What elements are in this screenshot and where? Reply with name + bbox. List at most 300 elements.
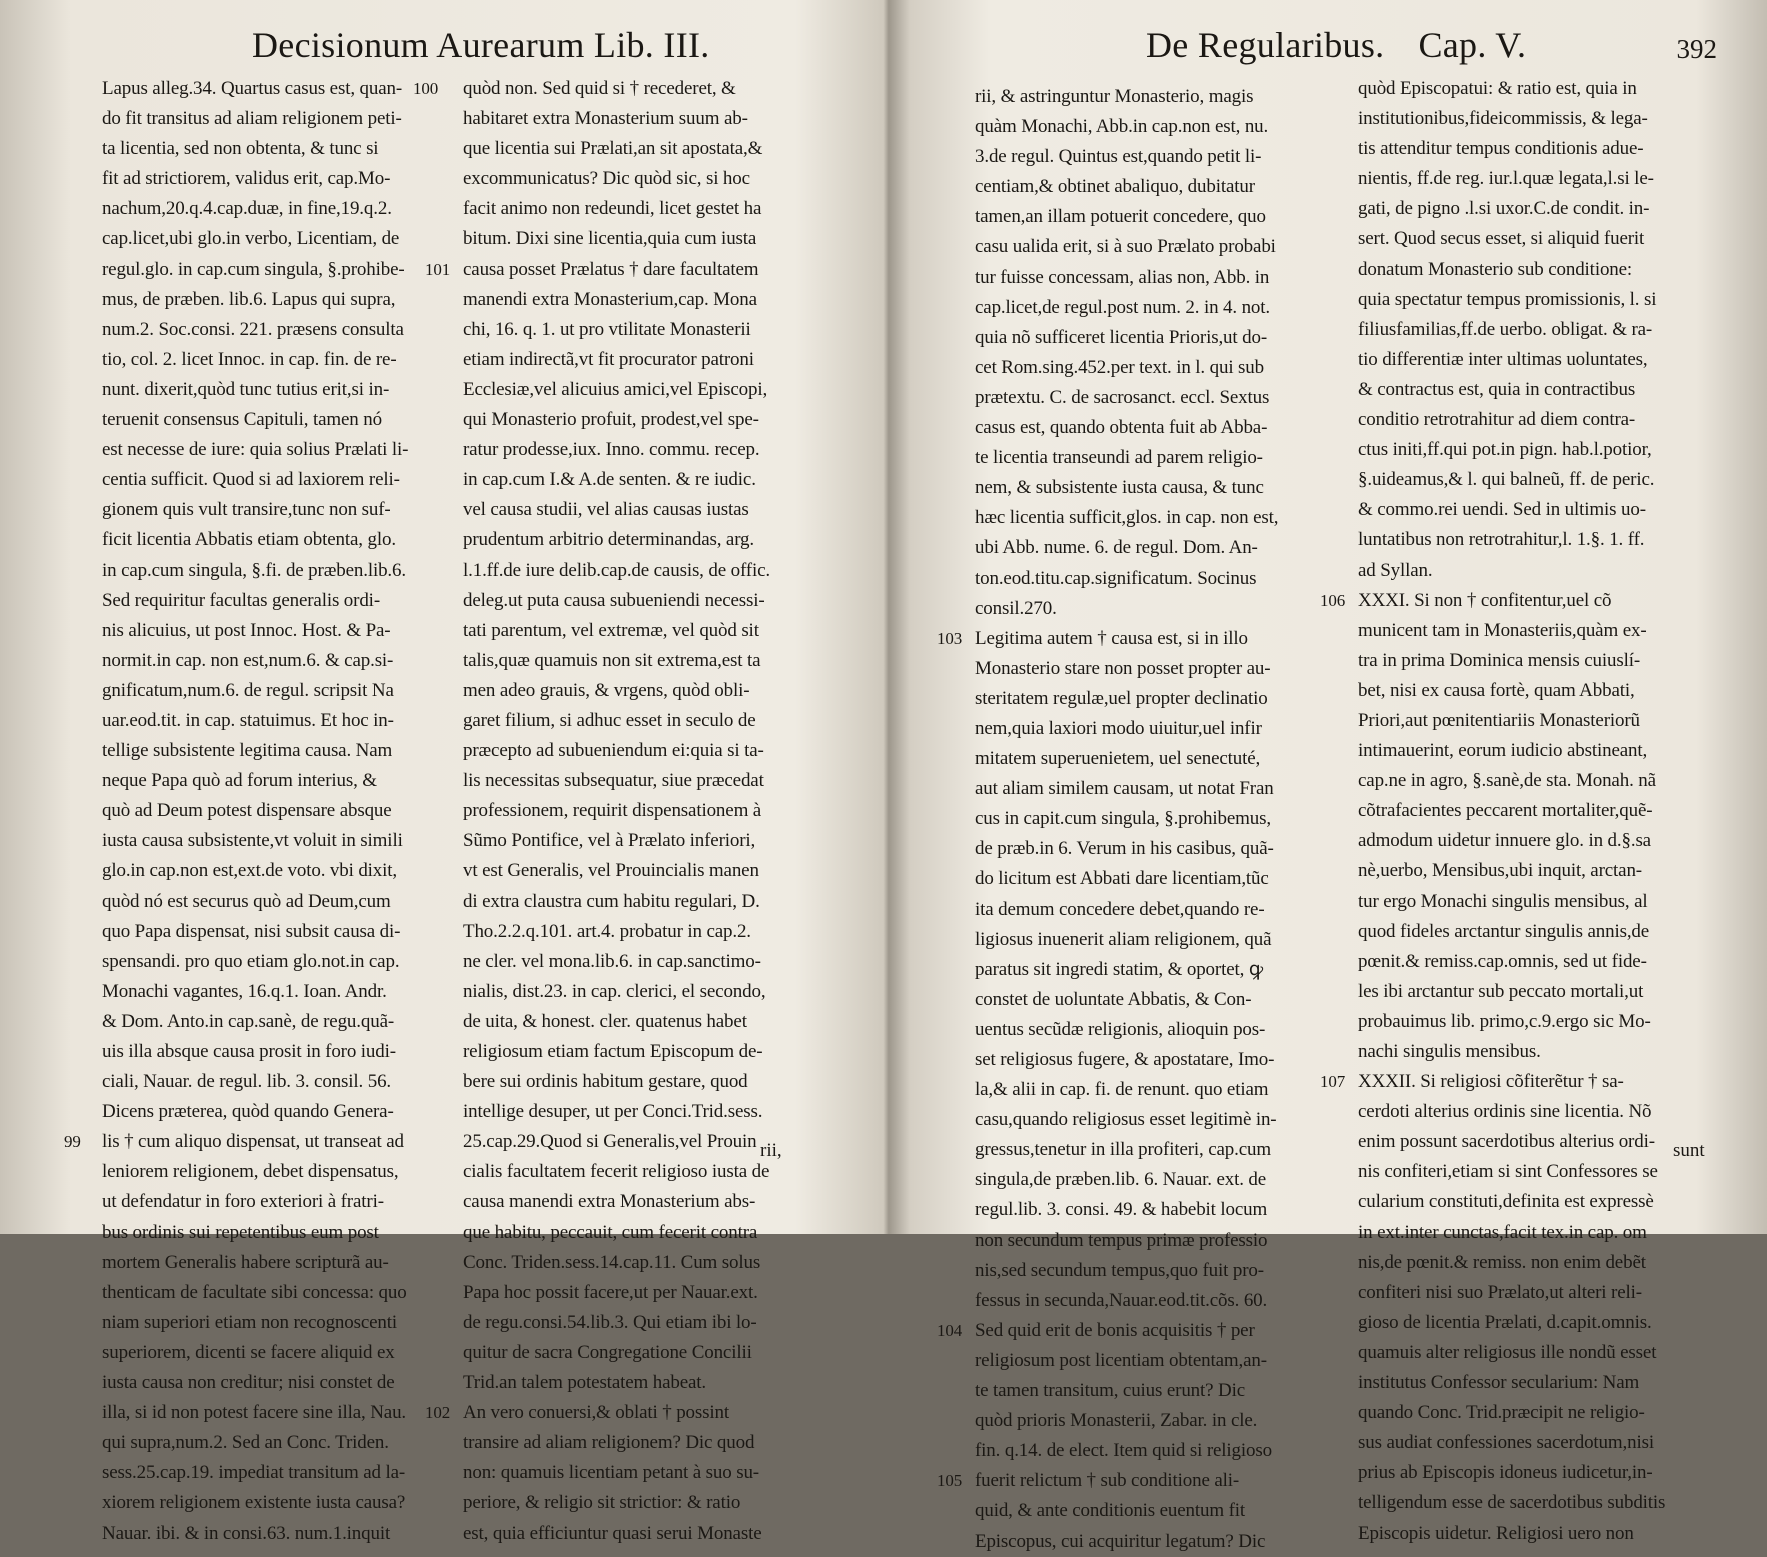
- line-text: admodum uidetur innuere glo. in d.§.sa: [1358, 830, 1651, 852]
- line-text: qui supra,num.2. Sed an Conc. Triden.: [102, 1432, 389, 1454]
- text-line: [102, 285, 460, 315]
- line-text: prudentum arbitrio determinandas, arg.: [463, 529, 754, 551]
- line-text: quia nõ sufficeret licentia Prioris,ut do-: [975, 326, 1267, 348]
- text-line: [463, 766, 825, 796]
- line-text: mus, de præben. lib.6. Lapus qui supra,: [102, 288, 396, 310]
- text-line: [937, 1466, 1363, 1496]
- text-line: [975, 955, 1363, 985]
- line-text: præcepto ad subueniendum ei:quia si ta-: [463, 740, 764, 762]
- line-text: di extra claustra cum habitu regulari, D.: [463, 890, 760, 912]
- text-line: [102, 375, 460, 405]
- line-text: est necesse de iure: quia solius Prælati li-: [102, 439, 409, 461]
- text-line: [1358, 345, 1722, 375]
- text-line: [1358, 104, 1722, 134]
- right-running-head-title: De Regularibus.: [1146, 25, 1385, 65]
- text-line: [1358, 1127, 1722, 1157]
- line-text: in cap.cum I.& A.de senten. & re iudic.: [463, 469, 756, 491]
- line-text: Sed quid erit de bonis acquisitis † per: [975, 1319, 1255, 1341]
- text-line: [1358, 736, 1722, 766]
- line-text: intimauerint, eorum iudicio abstineant,: [1358, 740, 1648, 762]
- text-line: [64, 1127, 460, 1157]
- right-catchword: sunt: [1673, 1140, 1705, 1161]
- line-text: spensandi. pro quo etiam glo.not.in cap.: [102, 950, 400, 972]
- line-text: quid, & ante conditionis euentum fit: [975, 1500, 1246, 1522]
- text-line: [102, 887, 460, 917]
- line-text: fit ad strictiorem, validus erit, cap.Mo-: [102, 168, 391, 190]
- text-line: [102, 706, 460, 736]
- text-line: [463, 1248, 825, 1278]
- line-text: centiam,& obtinet abaliquo, dubitatur: [975, 176, 1255, 198]
- line-text: excommunicatus? Dic quòd sic, si hoc: [463, 168, 750, 190]
- text-line: [1358, 1398, 1722, 1428]
- line-text: singula,de præben.lib. 6. Nauar. ext. de: [975, 1169, 1267, 1191]
- line-text: normit.in cap. non est,num.6. & cap.si-: [102, 649, 394, 671]
- marginal-number: 100: [413, 79, 439, 98]
- text-line: [1358, 676, 1722, 706]
- text-line: [1358, 887, 1722, 917]
- text-line: [463, 676, 825, 706]
- text-line: [463, 1519, 825, 1549]
- line-text: causa manendi extra Monasterium abs-: [463, 1191, 756, 1213]
- left-column-1: [64, 74, 460, 1549]
- text-line: [102, 1368, 460, 1398]
- line-text: sus audiat confessiones sacerdotum,nisi: [1358, 1432, 1654, 1454]
- line-text: que licentia sui Prælati,an sit apostata,&: [463, 138, 763, 160]
- text-line: [463, 224, 825, 254]
- left-column-2: [413, 74, 825, 1549]
- line-text: cap.ne in agro, §.sanè,de sta. Monah. nã: [1358, 770, 1656, 792]
- line-text: professionem, requirit dispensationem à: [463, 800, 762, 822]
- line-text: quòd prioris Monasterii, Zabar. in cle.: [975, 1410, 1258, 1432]
- text-line: [975, 383, 1363, 413]
- text-line: [1358, 74, 1722, 104]
- line-text: mitatem superuenietem, uel senectuté,: [975, 748, 1261, 770]
- text-line: [463, 736, 825, 766]
- marginal-number: 106: [1320, 590, 1346, 610]
- text-line: [975, 1527, 1363, 1557]
- line-text: de regu.consi.54.lib.3. Qui etiam ibi lo-: [463, 1311, 757, 1333]
- text-line: [463, 977, 825, 1007]
- text-line: [102, 1187, 460, 1217]
- text-line: [1358, 1278, 1722, 1308]
- text-line: [102, 1218, 460, 1248]
- line-text: conditio retrotrahitur ad diem contra-: [1358, 409, 1636, 431]
- text-line: [975, 684, 1363, 714]
- line-text: Monasterio stare non posset propter au-: [975, 657, 1271, 679]
- line-text: uis illa absque causa prosit in foro iudi-: [102, 1041, 396, 1062]
- text-line: [463, 495, 825, 525]
- line-text: do fit transitus ad aliam religionem peti-: [102, 108, 402, 130]
- line-text: probauimus lib. primo,c.9.ergo sic Mo-: [1358, 1010, 1651, 1032]
- text-line: [975, 533, 1363, 563]
- line-text: neque Papa quò ad forum interius, &: [102, 770, 377, 792]
- text-line: [102, 1488, 460, 1518]
- line-text: talis,quæ quamuis non sit extrema,est ta: [463, 649, 761, 671]
- line-text: teruenit consensus Capituli, tamen nó: [102, 409, 382, 431]
- marginal-number: 105: [937, 1471, 963, 1491]
- text-line: [975, 293, 1363, 323]
- text-line: [975, 82, 1363, 112]
- text-line: [102, 315, 460, 345]
- line-text: telligendum esse de sacerdotibus subditis: [1358, 1492, 1666, 1514]
- text-line: [463, 104, 825, 134]
- text-line: [1358, 224, 1722, 254]
- line-text: gati, de pigno .l.si uxor.C.de condit. in-: [1358, 198, 1650, 220]
- line-text: garet filium, si adhuc esset in seculo de: [463, 709, 756, 731]
- line-text: Nauar. ibi. & in consi.63. num.1.inquit: [102, 1522, 391, 1544]
- line-text: in cap.cum singula, §.fi. de præben.lib.6.: [102, 559, 406, 581]
- line-text: ubi Abb. nume. 6. de regul. Dom. An-: [975, 537, 1258, 559]
- line-text: constet de uoluntate Abbatis, & Con-: [975, 988, 1252, 1010]
- line-text: hæc licentia sufficit,glos. in cap. non est,: [975, 507, 1279, 529]
- line-text: §.uideamus,& l. qui balneũ, ff. de peric.: [1358, 469, 1655, 491]
- right-column-1: [937, 82, 1363, 1557]
- line-text: Conc. Triden.sess.14.cap.11. Cum solus: [463, 1251, 761, 1273]
- line-text: nem, & subsistente iusta causa, & tunc: [975, 477, 1264, 499]
- text-line: [1358, 194, 1722, 224]
- line-text: cap.licet,ubi glo.in verbo, Licentiam, de: [102, 228, 400, 250]
- line-text: tati parentum, vel extremæ, vel quòd sit: [463, 619, 759, 641]
- text-line: [102, 1278, 460, 1308]
- marginal-number: 99: [64, 1132, 81, 1152]
- right-page: [893, 0, 1767, 1552]
- line-text: quod fideles arctantur singulis annis,de: [1358, 920, 1650, 942]
- line-text: les ibi arctantur sub peccato mortali,ut: [1358, 980, 1644, 1002]
- marginal-number: 104: [937, 1320, 963, 1340]
- line-text: XXXII. Si religiosi cõfiterẽtur † sa-: [1358, 1071, 1624, 1093]
- text-line: [1358, 134, 1722, 164]
- text-line: [463, 556, 825, 586]
- line-text: illa, si id non potest facere sine illa, Nau.: [102, 1402, 407, 1424]
- text-line: [1358, 1248, 1722, 1278]
- line-text: paratus sit ingredi statim, & oportet, ꝙ: [975, 958, 1263, 980]
- text-line: [102, 164, 460, 194]
- line-text: Episcopus, cui acquiritur legatum? Dic: [975, 1530, 1266, 1552]
- line-text: iusta causa subsistente,vt voluit in simili: [102, 830, 403, 852]
- text-line: [1358, 646, 1722, 676]
- text-line: [102, 525, 460, 555]
- text-line: [975, 1346, 1363, 1376]
- line-text: men adeo grauis, & vrgens, quòd obli-: [463, 679, 750, 701]
- line-text: & contractus est, quia in contractibus: [1358, 378, 1636, 400]
- text-line: [1358, 1007, 1722, 1037]
- line-text: de uita, & honest. cler. quatenus habet: [463, 1010, 747, 1032]
- line-text: religiosum etiam factum Episcopum de-: [463, 1041, 763, 1062]
- line-text: Legitima autem † causa est, si in illo: [975, 627, 1248, 649]
- text-line: [463, 1458, 825, 1488]
- text-line: [463, 465, 825, 495]
- text-line: [1358, 495, 1722, 525]
- line-text: fessus in secunda,Nauar.eod.tit.cõs. 60.: [975, 1289, 1268, 1311]
- line-text: la,& alii in cap. fi. de renunt. quo etiam: [975, 1079, 1269, 1101]
- line-text: bitum. Dixi sine licentia,quia cum iusta: [463, 228, 757, 250]
- text-line: [463, 525, 825, 555]
- text-line: [102, 977, 460, 1007]
- text-line: [975, 172, 1363, 202]
- text-line: [975, 1376, 1363, 1406]
- line-text: enim possunt sacerdotibus alterius ordi-: [1358, 1131, 1655, 1153]
- text-line: [975, 353, 1363, 383]
- right-running-head-chapter: Cap. V.: [1418, 25, 1527, 65]
- line-text: est, quia efficiuntur quasi serui Monaste: [463, 1522, 762, 1544]
- line-text: lis † cum aliquo dispensat, ut transeat ad: [102, 1131, 404, 1153]
- line-text: nè,uerbo, Mensibus,ubi inquit, arctan-: [1358, 860, 1642, 882]
- line-text: filiusfamilias,ff.de uerbo. obligat. & ra-: [1358, 318, 1653, 340]
- line-text: XXXI. Si non † confitentur,uel cõ: [1358, 589, 1612, 611]
- text-line: [102, 856, 460, 886]
- line-text: rii, & astringuntur Monasterio, magis: [975, 86, 1254, 107]
- line-text: non secundum tempus primæ professio: [975, 1229, 1268, 1251]
- line-text: Ecclesiæ,vel alicuius amici,vel Episcopi,: [463, 378, 768, 400]
- text-line: [1358, 1157, 1722, 1187]
- text-line: [463, 1338, 825, 1368]
- text-line: [102, 1519, 460, 1549]
- text-line: [1358, 465, 1722, 495]
- text-line: [1358, 164, 1722, 194]
- line-text: chi, 16. q. 1. ut pro vtilitate Monasterii: [463, 318, 751, 340]
- line-text: cet Rom.sing.452.per text. in l. qui sub: [975, 356, 1265, 378]
- text-line: [463, 887, 825, 917]
- text-line: [463, 796, 825, 826]
- line-text: ciali, Nauar. de regul. lib. 3. consil. 56.: [102, 1071, 392, 1093]
- text-line: [1358, 1338, 1722, 1368]
- text-line: [1358, 1428, 1722, 1458]
- line-text: tellige subsistente legitima causa. Nam: [102, 740, 393, 762]
- text-line: [463, 1187, 825, 1217]
- text-line: [975, 1075, 1363, 1105]
- text-line: [1358, 856, 1722, 886]
- line-text: transire ad aliam religionem? Dic quod: [463, 1432, 755, 1454]
- line-text: gnificatum,num.6. de regul. scripsit Na: [102, 679, 394, 701]
- line-text: nem,quia laxiori modo uiuitur,uel infir: [975, 717, 1262, 739]
- text-line: [413, 74, 825, 104]
- marginal-number: 101: [425, 259, 451, 279]
- text-line: [1358, 917, 1722, 947]
- text-line: [1320, 1067, 1722, 1097]
- text-line: [975, 1406, 1363, 1436]
- text-line: [1358, 977, 1722, 1007]
- text-line: [1358, 1097, 1722, 1127]
- text-line: [975, 503, 1363, 533]
- text-line: [463, 917, 825, 947]
- line-text: glo.in cap.non est,ext.de voto. vbi dixit,: [102, 860, 398, 882]
- text-line: [975, 804, 1363, 834]
- line-text: bus ordinis sui repetentibus eum post: [102, 1221, 379, 1243]
- line-text: institutus Confessor secularium: Nam: [1358, 1372, 1640, 1394]
- text-line: [102, 1097, 460, 1127]
- line-text: uentus secũdæ religionis, alioquin pos-: [975, 1018, 1266, 1040]
- line-text: quòd Episcopatui: & ratio est, quia in: [1358, 78, 1637, 99]
- line-text: gressus,tenetur in illa profiteri, cap.cum: [975, 1139, 1272, 1161]
- line-text: etiam indirectã,vt fit procurator patroni: [463, 348, 754, 370]
- line-text: bet, nisi ex causa fortè, quam Abbati,: [1358, 679, 1635, 701]
- line-text: Tho.2.2.q.101. art.4. probatur in cap.2.: [463, 920, 751, 942]
- line-text: ratur prodesse,iux. Inno. commu. recep.: [463, 439, 760, 461]
- line-text: nis,sed secundum tempus,quo fuit pro-: [975, 1259, 1264, 1281]
- line-text: fin. q.14. de elect. Item quid si religioso: [975, 1440, 1272, 1462]
- text-line: [1358, 706, 1722, 736]
- line-text: & Dom. Anto.in cap.sanè, de regu.quã-: [102, 1010, 395, 1032]
- line-text: nachi singulis mensibus.: [1358, 1041, 1541, 1062]
- line-text: que habitu, peccauit, cum fecerit contra: [463, 1221, 758, 1243]
- line-text: ctus initi,ff.qui pot.in pign. hab.l.potior,: [1358, 439, 1652, 461]
- page-number: 392: [1676, 34, 1717, 64]
- line-text: Papa hoc possit facere,ut per Nauar.ext.: [463, 1281, 758, 1303]
- line-text: & commo.rei uendi. Sed in ultimis uo-: [1358, 499, 1646, 521]
- text-line: [975, 834, 1363, 864]
- text-line: [102, 224, 460, 254]
- line-text: ta licentia, sed non obtenta, & tunc si: [102, 138, 379, 160]
- text-line: [102, 405, 460, 435]
- text-line: [102, 134, 460, 164]
- text-line: [102, 796, 460, 826]
- text-line: [463, 1278, 825, 1308]
- line-text: in ext.inter cunctas,facit tex.in cap. om: [1358, 1221, 1647, 1243]
- text-line: [1358, 315, 1722, 345]
- line-text: 3.de regul. Quintus est,quando petit li-: [975, 146, 1262, 168]
- line-text: regul.glo. in cap.cum singula, §.prohibe-: [102, 258, 405, 280]
- text-line: [975, 1256, 1363, 1286]
- line-text: institutionibus,fideicommissis, & lega-: [1358, 108, 1648, 130]
- text-line: [1358, 1187, 1722, 1217]
- line-text: te licentia transeundi ad parem religio-: [975, 447, 1263, 469]
- line-text: quando Conc. Trid.præcipit ne religio-: [1358, 1402, 1645, 1424]
- line-text: nis confiteri,etiam si sint Confessores se: [1358, 1161, 1658, 1183]
- line-text: iusta causa non creditur; nisi constet de: [102, 1372, 395, 1394]
- line-text: deleg.ut puta causa subueniendi necessi-: [463, 589, 765, 611]
- line-text: prætextu. C. de sacrosanct. eccl. Sextus: [975, 386, 1270, 408]
- text-line: [102, 104, 460, 134]
- line-text: Monachi vagantes, 16.q.1. Ioan. Andr.: [102, 980, 387, 1002]
- line-text: cularium constituti,definita est expressè: [1358, 1191, 1654, 1213]
- line-text: tur ergo Monachi singulis mensibus, al: [1358, 890, 1648, 912]
- line-text: aut aliam similem causam, ut notat Fran: [975, 778, 1274, 800]
- text-line: [975, 564, 1363, 594]
- text-line: [102, 1248, 460, 1278]
- line-text: nunt. dixerit,quòd tunc tutius erit,si in-: [102, 378, 390, 400]
- line-text: de præb.in 6. Verum in his casibus, quã-: [975, 838, 1274, 860]
- line-text: uar.eod.tit. in cap. statuimus. Et hoc in-: [102, 709, 394, 731]
- line-text: cus in capit.cum singula, §.prohibemus,: [975, 808, 1271, 830]
- text-line: [102, 465, 460, 495]
- line-text: vel causa studii, vel alias causas iustas: [463, 499, 749, 521]
- line-text: facit animo non redeundi, licet gestet ha: [463, 198, 762, 220]
- marginal-number: 107: [1320, 1072, 1346, 1092]
- text-line: [463, 1428, 825, 1458]
- line-text: tio differentiæ inter ultimas uoluntates,: [1358, 348, 1648, 370]
- text-line: [463, 315, 825, 345]
- right-column-2: [1320, 74, 1722, 1549]
- text-line: [102, 1338, 460, 1368]
- text-line: [102, 736, 460, 766]
- text-line: [1358, 1488, 1722, 1518]
- text-line: [102, 586, 460, 616]
- line-text: vt est Generalis, vel Prouincialis manen: [463, 860, 759, 882]
- line-text: centia sufficit. Quod si ad laxiorem reli-: [102, 469, 400, 491]
- line-text: quia spectatur tempus promissionis, l. si: [1358, 288, 1657, 310]
- line-text: An vero conuersi,& oblati † possint: [463, 1402, 729, 1424]
- text-line: [463, 1308, 825, 1338]
- line-text: municent tam in Monasteriis,quàm ex-: [1358, 619, 1647, 641]
- text-line: [975, 443, 1363, 473]
- text-line: [102, 1157, 460, 1187]
- text-line: [975, 202, 1363, 232]
- text-line: [975, 142, 1363, 172]
- text-line: [975, 1165, 1363, 1195]
- left-running-head: Decisionum Aurearum Lib. III.: [252, 25, 710, 65]
- line-text: cap.licet,de regul.post num. 2. in 4. not.: [975, 296, 1271, 318]
- line-text: qui Monasterio profuit, prodest,vel spe-: [463, 409, 759, 431]
- text-line: [463, 405, 825, 435]
- text-line: [102, 676, 460, 706]
- text-line: [102, 1037, 460, 1067]
- line-text: ut defendatur in foro exteriori à fratri-: [102, 1191, 384, 1213]
- line-text: ne cler. vel mona.lib.6. in cap.sanctimo-: [463, 950, 761, 972]
- text-line: [102, 435, 460, 465]
- text-line: [1358, 556, 1722, 586]
- text-line: [463, 164, 825, 194]
- line-text: quitur de sacra Congregatione Concilii: [463, 1341, 752, 1363]
- text-line: [975, 473, 1363, 503]
- text-line: [1358, 525, 1722, 555]
- line-text: casu ualida erit, si à suo Prælato probabi: [975, 236, 1276, 258]
- text-line: [463, 194, 825, 224]
- text-line: [975, 263, 1363, 293]
- line-text: Lapus alleg.34. Quartus casus est, quan-: [102, 78, 403, 99]
- text-line: [1358, 796, 1722, 826]
- text-line: [1358, 375, 1722, 405]
- line-text: superiorem, dicenti se facere aliquid ex: [102, 1341, 395, 1363]
- line-text: te tamen transitum, cuius erunt? Dic: [975, 1380, 1246, 1402]
- text-line: [1358, 285, 1722, 315]
- text-line: [463, 856, 825, 886]
- line-text: l.1.ff.de iure delib.cap.de causis, de offic.: [463, 559, 770, 581]
- line-text: ita demum concedere debet,quando re-: [975, 898, 1265, 920]
- text-line: [1358, 826, 1722, 856]
- line-text: religiosum post licentiam obtentam,an-: [975, 1349, 1267, 1371]
- text-line: [102, 917, 460, 947]
- text-line: [975, 1286, 1363, 1316]
- text-line: [102, 194, 460, 224]
- line-text: ligiosus inuenerit aliam religionem, quã: [975, 928, 1272, 950]
- text-line: [975, 232, 1363, 262]
- line-text: sert. Quod secus esset, si aliquid fuerit: [1358, 228, 1645, 250]
- line-text: causa posset Prælatus † dare facultatem: [463, 258, 759, 280]
- text-line: [463, 586, 825, 616]
- text-line: [102, 826, 460, 856]
- text-line: [1358, 766, 1722, 796]
- text-line: [1358, 947, 1722, 977]
- line-text: periore, & religio sit strictior: & ratio: [463, 1492, 741, 1514]
- line-text: Episcopis uidetur. Religiosi uero non: [1358, 1522, 1634, 1544]
- line-text: consil.270.: [975, 597, 1057, 619]
- line-text: gioso de licentia Prælati, d.capit.omnis.: [1358, 1311, 1652, 1333]
- line-text: steritatem regulæ,uel propter declinatio: [975, 687, 1268, 709]
- text-line: [975, 112, 1363, 142]
- line-text: fuerit relictum † sub conditione ali-: [975, 1470, 1240, 1492]
- line-text: manendi extra Monasterium,cap. Mona: [463, 288, 757, 310]
- text-line: [975, 985, 1363, 1015]
- text-line: [975, 1496, 1363, 1526]
- text-line: [975, 774, 1363, 804]
- line-text: Sũmo Pontifice, vel à Prælato inferiori,: [463, 830, 756, 852]
- text-line: [425, 1398, 825, 1428]
- line-text: habitaret extra Monasterium suum ab-: [463, 108, 748, 130]
- text-line: [102, 255, 460, 285]
- line-text: nialis, dist.23. in cap. clerici, el secondo,: [463, 980, 766, 1002]
- text-line: [1358, 1218, 1722, 1248]
- text-line: [463, 646, 825, 676]
